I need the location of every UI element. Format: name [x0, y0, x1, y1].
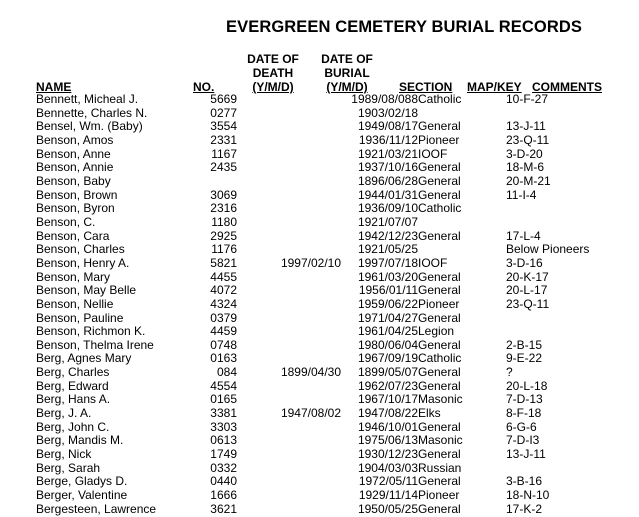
- record-burial-date: 1997/07/18: [357, 255, 418, 270]
- table-row: [36, 284, 589, 298]
- record-number: 5669: [210, 92, 237, 106]
- table-row: [36, 352, 589, 366]
- record-death-date: [237, 120, 341, 134]
- record-burial-date: 1959/06/22: [357, 296, 418, 311]
- record-burial-date: 1946/10/01: [357, 419, 418, 434]
- record-burial-date: 1903/02/18: [357, 105, 418, 120]
- record-map-key: [506, 462, 589, 476]
- record-name: Benson, Anne: [36, 146, 111, 161]
- record-burial-date: 1929/11/14: [358, 488, 418, 503]
- record-death-date: [237, 325, 341, 339]
- record-number: 1167: [211, 146, 237, 161]
- table-row: [36, 325, 589, 339]
- record-name: Benson, Pauline: [36, 310, 124, 325]
- record-map-key: 10-F-27: [506, 92, 549, 106]
- record-name: Benson, Byron: [36, 201, 115, 216]
- record-death-date: [237, 161, 341, 175]
- record-number: 0165: [210, 392, 237, 407]
- table-row: [36, 134, 589, 148]
- record-burial-date: 1956/01/11: [358, 283, 418, 298]
- table-row: [36, 475, 589, 489]
- record-section: General: [418, 365, 461, 380]
- record-death-date: [237, 462, 341, 476]
- record-death-date: [237, 489, 341, 503]
- record-map-key: 3-D-16: [506, 255, 543, 270]
- record-burial-date: 1961/03/20: [357, 269, 418, 284]
- table-row: [36, 189, 589, 203]
- burial-records-table: [36, 93, 589, 516]
- record-section: Catholic: [418, 201, 462, 216]
- record-burial-date: 1921/03/21: [357, 146, 418, 161]
- record-section: General: [418, 310, 461, 325]
- record-map-key: 13-J-11: [506, 447, 546, 462]
- record-section: General: [418, 337, 461, 352]
- table-row: [36, 257, 589, 271]
- record-number: 4072: [210, 283, 237, 298]
- header-section: SECTION: [399, 80, 453, 94]
- record-name: Benson, Mary: [36, 269, 111, 284]
- record-section: Masonic: [418, 392, 463, 407]
- record-name: Berge, Gladys D.: [36, 474, 128, 489]
- table-row: [36, 202, 589, 216]
- record-name: Benson, Henry A.: [36, 255, 130, 270]
- record-death-date: [237, 352, 341, 366]
- record-death-date: [237, 339, 341, 353]
- record-number: 2316: [210, 201, 237, 216]
- record-map-key: 8-F-18: [506, 406, 542, 421]
- record-section: Pioneer: [418, 132, 460, 147]
- record-name: Benson, Charles: [36, 242, 125, 257]
- record-map-key: 20-L-18: [506, 378, 548, 393]
- record-name: Berg, Mandis M.: [36, 433, 124, 448]
- record-number: 3303: [210, 419, 237, 434]
- record-name: Benson, Brown: [36, 187, 118, 202]
- table-row: [36, 407, 589, 421]
- header-date-of-burial: DATE OF BURIAL (Y/M/D): [321, 52, 373, 94]
- record-death-date: [237, 148, 341, 162]
- record-number: 1180: [211, 214, 237, 229]
- record-death-date: [237, 175, 341, 189]
- record-section: General: [418, 474, 461, 489]
- record-death-date: [237, 475, 341, 489]
- record-map-key: ?: [506, 365, 513, 380]
- record-section: Pioneer: [418, 488, 460, 503]
- record-death-date: [237, 189, 341, 203]
- record-section: Russian: [418, 460, 462, 475]
- record-death-date: [237, 230, 341, 244]
- record-burial-date: 1950/05/25: [357, 501, 418, 516]
- record-death-date: [237, 216, 341, 230]
- table-row: [36, 503, 589, 517]
- record-number: 0379: [210, 310, 237, 325]
- table-row: [36, 462, 589, 476]
- record-number: 0613: [210, 433, 237, 448]
- record-name: Benson, Richmon K.: [36, 324, 146, 339]
- record-section: Legion: [418, 324, 455, 339]
- record-name: Berg, Hans A.: [36, 392, 111, 407]
- record-name: Bennette, Charles N.: [36, 105, 148, 120]
- record-map-key: [506, 107, 589, 121]
- record-death-date: 1899/04/30: [280, 365, 341, 380]
- record-number: 084: [216, 365, 237, 380]
- record-section: IOOF: [418, 146, 448, 161]
- record-section: General: [418, 283, 461, 298]
- record-number: 0748: [210, 337, 237, 352]
- record-burial-date: 1936/09/10: [357, 201, 418, 216]
- record-burial-date: 1975/06/13: [357, 433, 418, 448]
- record-map-key: [506, 312, 589, 326]
- record-name: Benson, C.: [36, 214, 96, 229]
- record-burial-date: 1967/09/19: [357, 351, 418, 366]
- table-row: [36, 421, 589, 435]
- table-row: [36, 380, 589, 394]
- record-section: General: [418, 160, 461, 175]
- record-section: General: [418, 119, 461, 134]
- record-death-date: [237, 271, 341, 285]
- record-map-key: 18-N-10: [506, 488, 550, 503]
- record-number: 4554: [210, 378, 237, 393]
- table-row: [36, 107, 589, 121]
- record-death-date: [237, 284, 341, 298]
- record-number: 1176: [211, 242, 237, 257]
- record-section: Catholic: [418, 351, 462, 366]
- record-name: Benson, Nellie: [36, 296, 114, 311]
- table-row: [36, 230, 589, 244]
- record-number: 3554: [210, 119, 237, 134]
- record-number: 4324: [210, 296, 237, 311]
- record-burial-date: 1949/08/17: [357, 119, 418, 134]
- header-date-of-death: DATE OF DEATH (Y/M/D): [247, 52, 299, 94]
- record-death-date: [237, 134, 341, 148]
- record-number: 3621: [210, 501, 237, 516]
- record-death-date: [237, 243, 341, 257]
- record-death-date: [237, 434, 341, 448]
- record-number: 1666: [210, 488, 237, 503]
- record-burial-date: 1961/04/25: [357, 324, 418, 339]
- record-burial-date: 1971/04/27: [357, 310, 418, 325]
- record-name: Bensel, Wm. (Baby): [36, 119, 143, 134]
- table-row: [36, 298, 589, 312]
- record-burial-date: 1904/03/03: [357, 460, 418, 475]
- record-burial-date: 1962/07/23: [357, 378, 418, 393]
- table-row: [36, 366, 589, 380]
- record-number: 4455: [210, 269, 237, 284]
- table-row: [36, 339, 589, 353]
- record-number: 2331: [210, 132, 237, 147]
- record-name: Berg, Edward: [36, 378, 109, 393]
- record-map-key: 20-K-17: [506, 269, 549, 284]
- record-burial-date: 1921/05/25: [357, 242, 418, 257]
- record-map-key: [506, 216, 589, 230]
- header-name: NAME: [36, 80, 72, 94]
- record-death-date: [237, 421, 341, 435]
- record-number: 3069: [210, 187, 237, 202]
- record-burial-date: 1896/06/28: [357, 173, 418, 188]
- record-map-key: 6-G-6: [506, 419, 537, 434]
- record-number: 2435: [210, 160, 237, 175]
- record-name: Berg, Agnes Mary: [36, 351, 132, 366]
- record-map-key: 11-I-4: [506, 187, 537, 202]
- table-row: [36, 175, 589, 189]
- table-row: [36, 434, 589, 448]
- record-burial-date: 1967/10/17: [357, 392, 418, 407]
- record-map-key: 13-J-11: [506, 119, 546, 134]
- record-map-key: 3-B-16: [506, 474, 543, 489]
- record-number: 2925: [210, 228, 237, 243]
- record-name: Benson, Annie: [36, 160, 114, 175]
- table-row: [36, 120, 589, 134]
- record-number: 1749: [210, 447, 237, 462]
- record-section: Catholic: [418, 92, 462, 106]
- record-section: General: [418, 269, 461, 284]
- record-death-date: 1947/08/02: [280, 406, 341, 421]
- record-section: General: [418, 187, 461, 202]
- record-section: General: [418, 173, 461, 188]
- record-map-key: [506, 202, 589, 216]
- record-section: Elks: [418, 406, 441, 421]
- record-name: Benson, May Belle: [36, 283, 137, 298]
- record-number: 0440: [210, 474, 237, 489]
- record-section: [418, 243, 506, 257]
- page-title: EVERGREEN CEMETERY BURIAL RECORDS: [226, 18, 582, 36]
- record-number: 0332: [210, 460, 237, 475]
- table-row: [36, 312, 589, 326]
- record-name: Berg, J. A.: [36, 406, 92, 421]
- table-row: [36, 161, 589, 175]
- record-burial-date: 1980/06/04: [357, 337, 418, 352]
- record-name: Berger, Valentine: [36, 488, 128, 503]
- record-section: General: [418, 447, 461, 462]
- record-map-key: 9-E-22: [506, 351, 543, 366]
- table-row: [36, 393, 589, 407]
- record-death-date: [237, 503, 341, 517]
- record-burial-date: 1936/11/12: [358, 132, 418, 147]
- record-death-date: [237, 298, 341, 312]
- record-section: Pioneer: [418, 296, 460, 311]
- header-map-key: MAP/KEY: [467, 80, 522, 94]
- record-death-date: 1997/02/10: [280, 255, 341, 270]
- record-burial-date: 1937/10/16: [357, 160, 418, 175]
- record-section: General: [418, 228, 461, 243]
- record-number: [195, 175, 237, 189]
- table-row: [36, 448, 589, 462]
- record-map-key: 20-L-17: [506, 283, 548, 298]
- record-map-key: 7-D-I3: [506, 433, 540, 448]
- record-map-key: 17-L-4: [506, 228, 541, 243]
- record-name: Berg, Charles: [36, 365, 110, 380]
- record-number: 3381: [210, 406, 237, 421]
- record-section: General: [418, 501, 461, 516]
- record-burial-date: 1930/12/23: [357, 447, 418, 462]
- record-map-key: 3-D-20: [506, 146, 543, 161]
- record-section: [418, 216, 506, 230]
- table-row: [36, 271, 589, 285]
- table-row: [36, 489, 589, 503]
- record-map-key: 7-D-13: [506, 392, 543, 407]
- record-burial-date: 1942/12/23: [357, 228, 418, 243]
- record-section: [418, 107, 506, 121]
- record-death-date: [237, 312, 341, 326]
- record-map-key: 18-M-6: [506, 160, 545, 175]
- record-map-key: 17-K-2: [506, 501, 543, 516]
- header-comments: COMMENTS: [532, 80, 602, 94]
- record-name: Benson, Cara: [36, 228, 110, 243]
- record-name: Berg, John C.: [36, 419, 110, 434]
- record-death-date: [237, 107, 341, 121]
- record-section: IOOF: [418, 255, 448, 270]
- table-row: [36, 243, 589, 257]
- record-death-date: [237, 380, 341, 394]
- record-name: Benson, Amos: [36, 132, 114, 147]
- record-map-key: 23-Q-11: [506, 296, 550, 311]
- record-death-date: [237, 93, 341, 107]
- record-burial-date: 1899/05/07: [357, 365, 418, 380]
- record-name: Berg, Sarah: [36, 460, 101, 475]
- record-number: 0277: [210, 105, 237, 120]
- record-death-date: [237, 393, 341, 407]
- table-row: [36, 93, 589, 107]
- record-burial-date: 1921/07/07: [357, 214, 418, 229]
- record-number: 4459: [210, 324, 237, 339]
- record-number: 0163: [210, 351, 237, 366]
- record-map-key: 2-B-15: [506, 337, 543, 352]
- record-map-key: [506, 325, 589, 339]
- record-burial-date: 1944/01/31: [357, 187, 418, 202]
- record-name: Berg, Nick: [36, 447, 92, 462]
- record-section: Masonic: [418, 433, 463, 448]
- table-row: [36, 148, 589, 162]
- header-number: NO.: [193, 80, 215, 94]
- record-section: General: [418, 378, 461, 393]
- record-burial-date: 1972/05/11: [358, 474, 418, 489]
- record-number: 5821: [210, 255, 237, 270]
- record-map-key: 23-Q-11: [506, 132, 550, 147]
- record-burial-date: 1947/08/22: [357, 406, 418, 421]
- record-name: Benson, Thelma Irene: [36, 337, 154, 352]
- record-death-date: [237, 448, 341, 462]
- record-burial-date: 1989/08/088: [351, 92, 418, 106]
- record-name: Bergesteen, Lawrence: [36, 501, 157, 516]
- table-row: [36, 216, 589, 230]
- record-map-key: Below Pioneers: [506, 242, 590, 257]
- record-section: General: [418, 419, 461, 434]
- record-death-date: [237, 202, 341, 216]
- record-map-key: 20-M-21: [506, 173, 551, 188]
- record-name: Benson, Baby: [36, 173, 111, 188]
- records-body: [36, 93, 589, 516]
- record-name: Bennett, Micheal J.: [36, 92, 139, 106]
